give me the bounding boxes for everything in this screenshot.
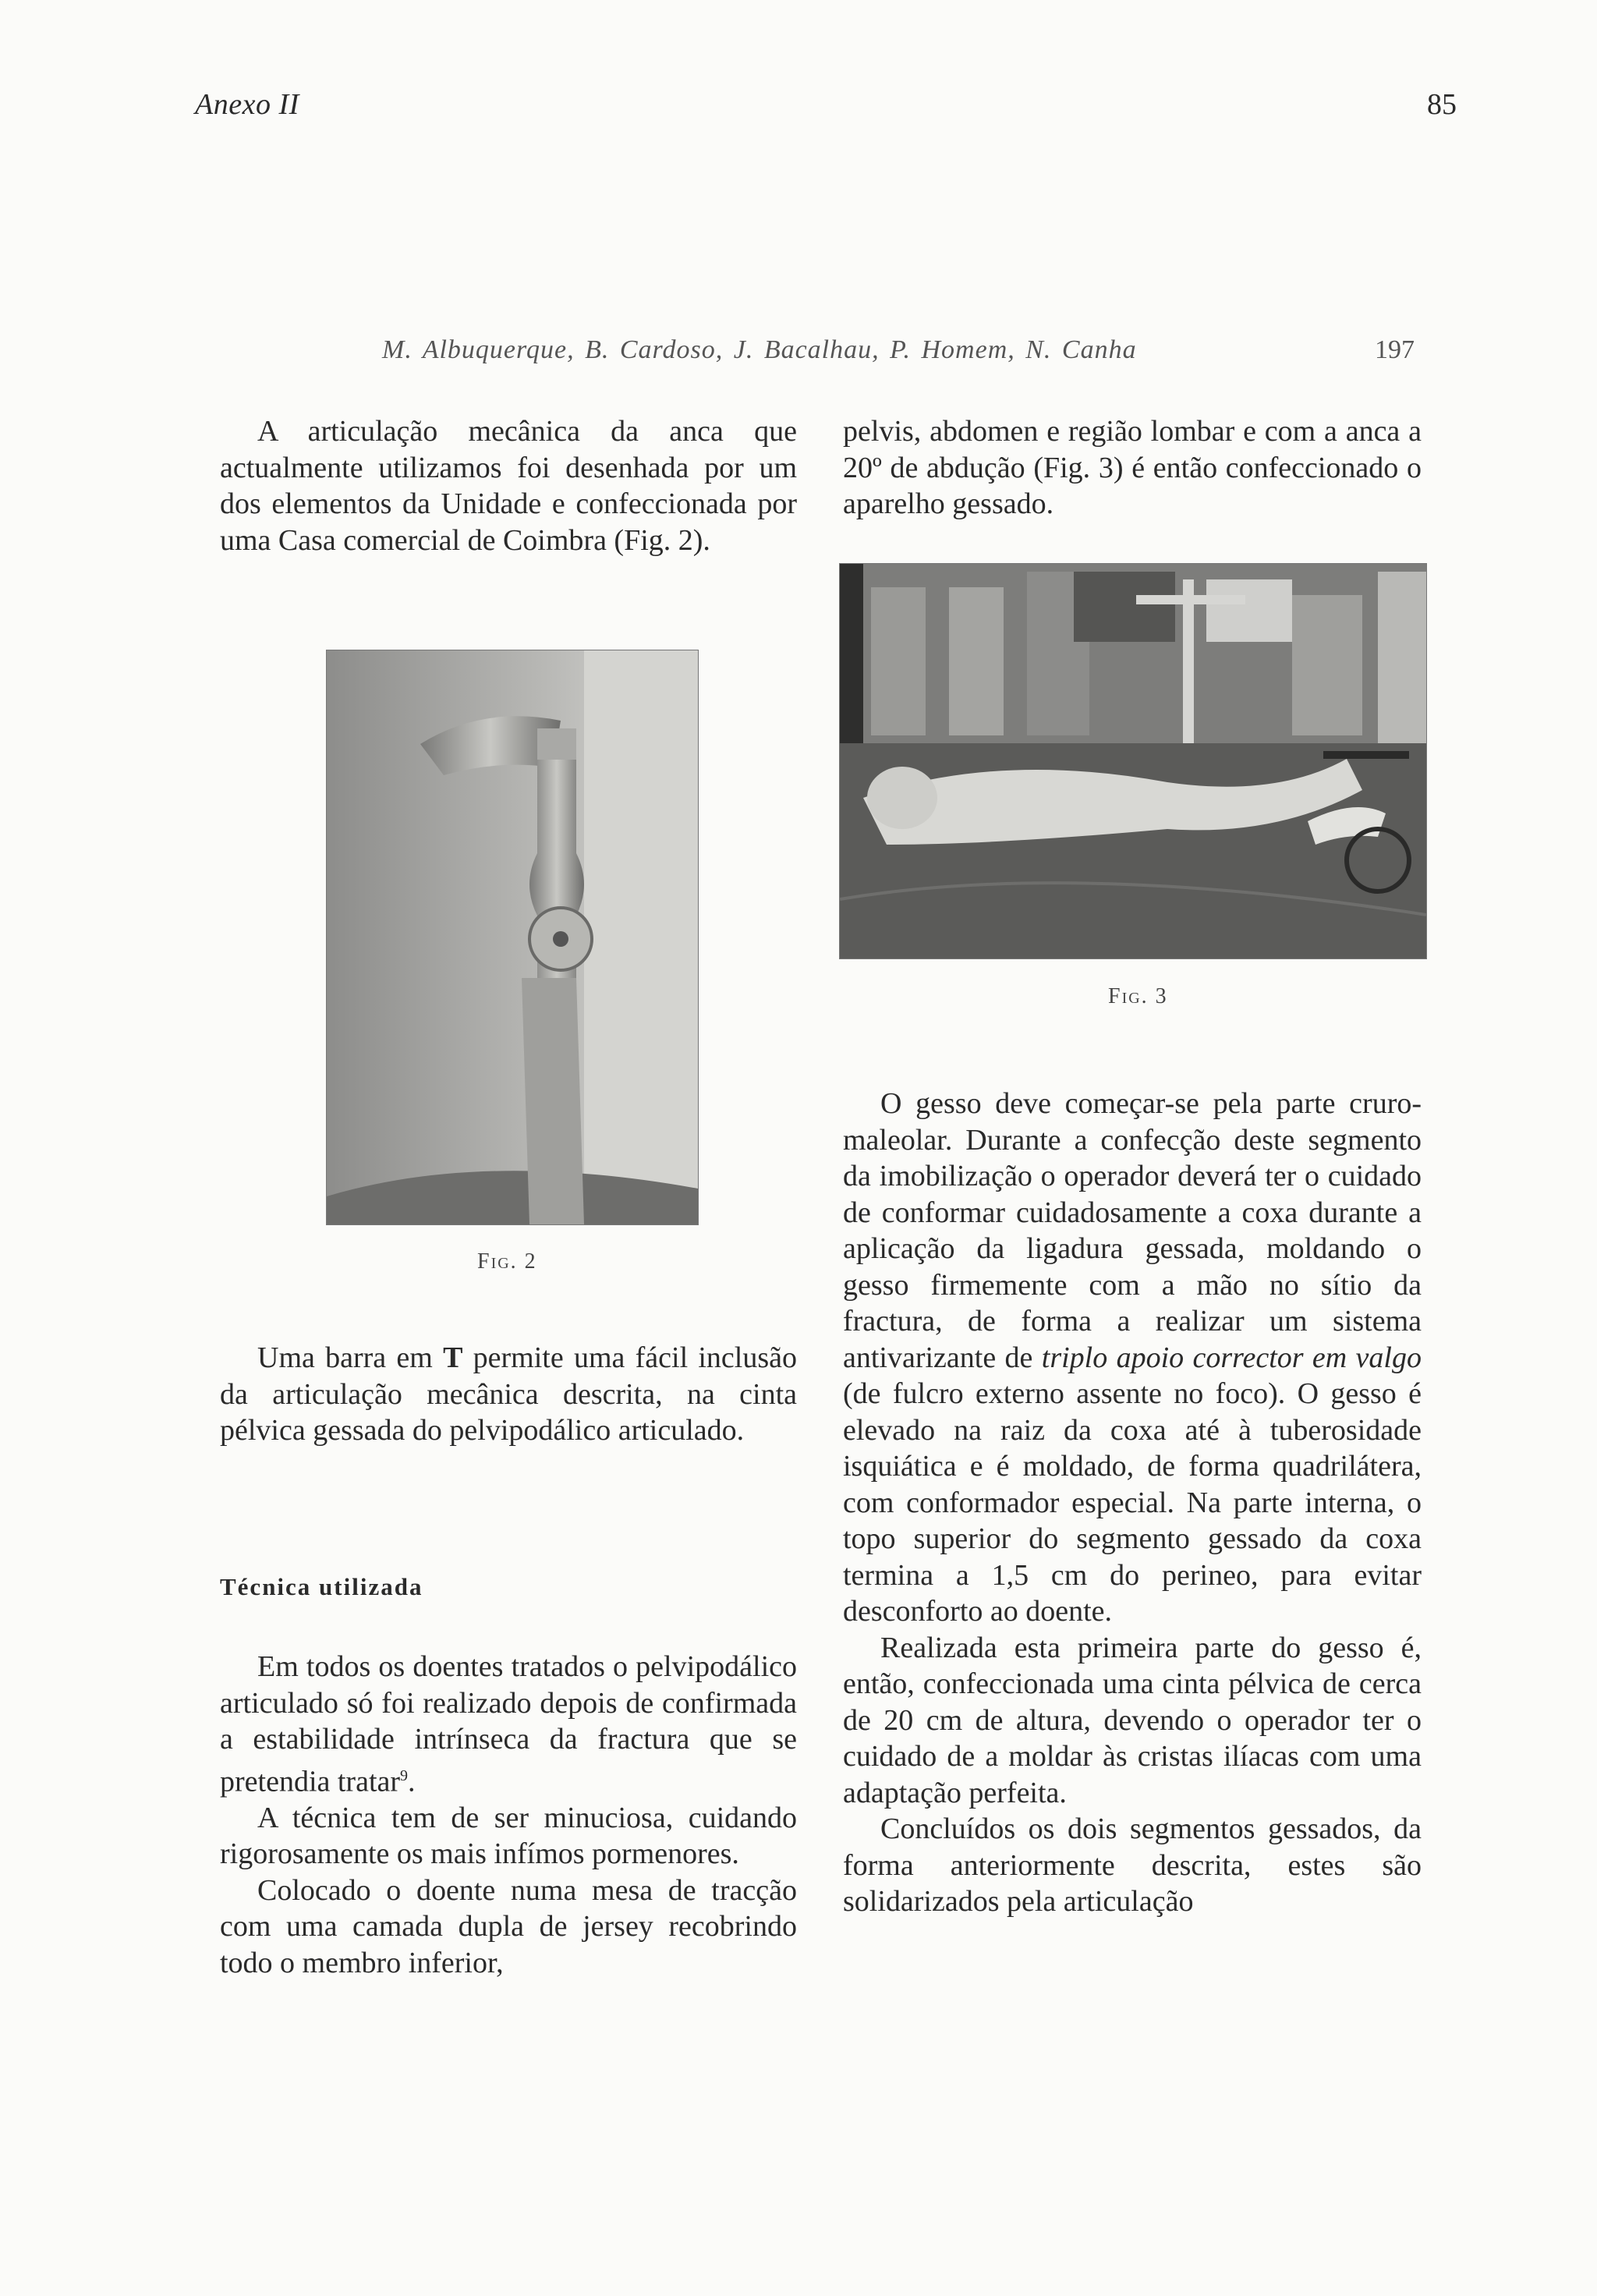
paragraph-t-bar: Uma barra em T permite uma fácil inclusão da articulação mecânica descrita, na cinta pélvica gessada do pelvipodálico articulado. — [220, 1341, 797, 1447]
right-column-bottom — [843, 1086, 1422, 1920]
page-number: 85 — [1427, 88, 1457, 121]
figure-2-caption: Fig. 2 — [477, 1249, 537, 1274]
article-page-number: 197 — [1375, 335, 1415, 364]
article-authors: M. Albuquerque, B. Cardoso, J. Bacalhau, P. Homem, N. Canha — [382, 335, 1137, 364]
running-header-title: Anexo II — [195, 88, 299, 121]
paragraph-hip-joint: A articulação mecânica da anca que actualmente utilizamos foi desenhada por um dos elementos da Unidade e confeccionada por uma Casa comercial de Coimbra (Fig. 2). — [220, 415, 797, 557]
paragraph-cast-procedure: O gesso deve começar-se pela parte cruro-maleolar. Durante a confecção deste segmento da imobilização o operador deverá ter o cuidado de conformar cuidadosamente a coxa durante a aplicação da ligadura gessada, moldando o gesso firmemente com a mão no sítio da fractura, de forma a realizar um sistema antivarizante de triplo apoio corrector em valgo (de fulcro externo assente no foco). O gesso é elevado na raiz da coxa até à tuberosidade isquiática e é moldado, de forma quadrilátera, com conformador especial. Na parte interna, o topo superior do segmento gessado da coxa termina a 1,5 cm do perineo, para evitar desconforto ao doente. — [843, 1087, 1422, 1628]
traction-table-illustration — [840, 564, 1426, 958]
hinge-bar-illustration — [327, 650, 698, 1224]
paragraph-pelvis: pelvis, abdomen e região lombar e com a anca a 20º de abdução (Fig. 3) é então confeccionado o aparelho gessado. — [843, 415, 1422, 520]
left-column-bottom — [220, 1649, 797, 1981]
right-column-top — [843, 413, 1422, 523]
left-column-middle — [220, 1340, 797, 1449]
figure-3-photo — [839, 563, 1427, 959]
paragraph-technique: A técnica tem de ser minuciosa, cuidando rigorosamente os mais infímos pormenores. — [220, 1801, 797, 1871]
paragraph-pelvic-belt: Realizada esta primeira parte do gesso é, então, confeccionada uma cinta pélvica de cerca de 20 cm de altura, devendo o operador ter o cuidado de a moldar às cristas ilíacas com uma adaptação perfeita. — [843, 1631, 1422, 1809]
paragraph-joining-segments: Concluídos os dois segmentos gessados, da forma anteriormente descrita, estes são solidarizados pela articulação — [843, 1812, 1422, 1918]
figure-2-photo — [326, 650, 699, 1225]
left-column-top — [220, 413, 797, 558]
paragraph-positioning: Colocado o doente numa mesa de tracção com uma camada dupla de jersey recobrindo todo o membro inferior, — [220, 1873, 797, 1979]
section-heading: Técnica utilizada — [220, 1573, 423, 1600]
paragraph-patients: Em todos os doentes tratados o pelvipodálico articulado só foi realizado depois de confirmada a estabilidade intrínseca da fractura que se pretendia tratar$^9$. — [220, 1650, 797, 1798]
figure-3-caption: Fig. 3 — [1108, 984, 1168, 1008]
